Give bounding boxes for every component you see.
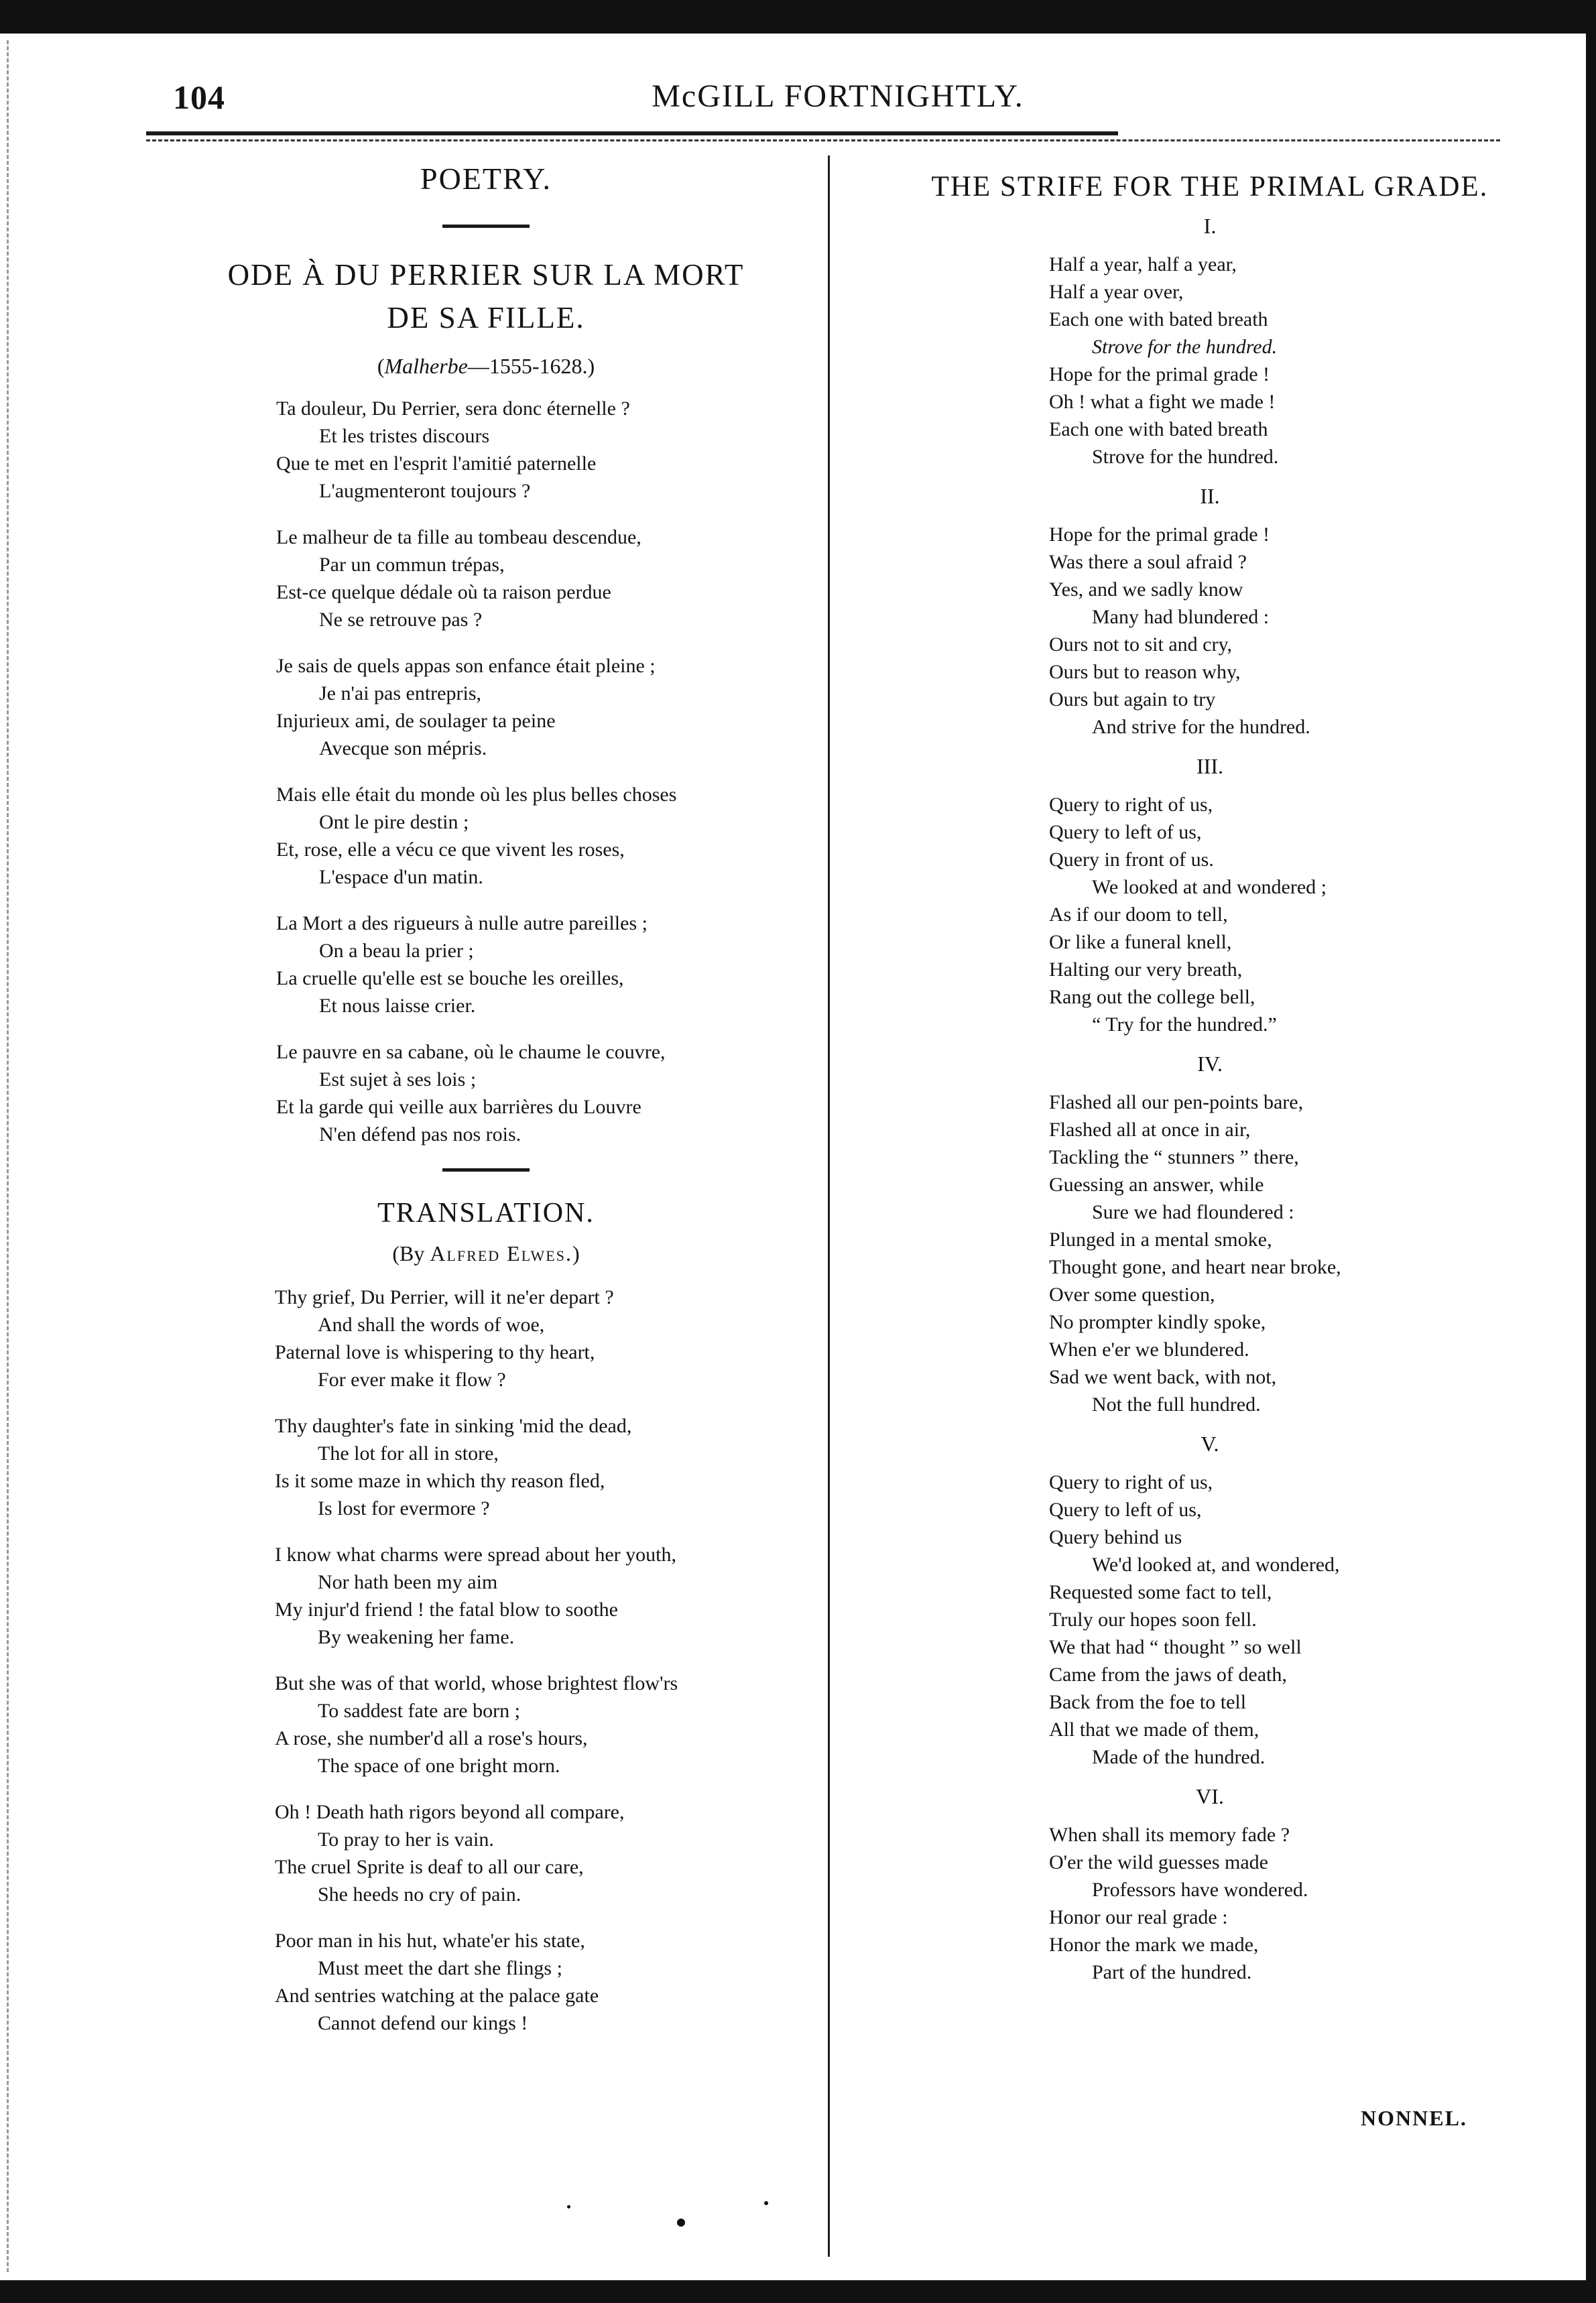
left-column	[168, 155, 804, 2037]
verse-line: Professors have wondered.	[1092, 1879, 1308, 1901]
verse-line: Tackling the “ stunners ” there,	[1049, 1146, 1299, 1168]
verse-line: Yes, and we sadly know	[1049, 578, 1243, 601]
column-divider	[828, 155, 830, 2257]
verse-line: To pray to her is vain.	[318, 1828, 494, 1851]
page-number: 104	[173, 78, 225, 116]
verse-line: Thy grief, Du Perrier, will it ne'er depart ?	[275, 1286, 614, 1308]
verse-line: Over some question,	[1049, 1284, 1215, 1306]
verse-line: A rose, she number'd all a rose's hours,	[275, 1727, 588, 1749]
verse-line: Je sais de quels appas son enfance était pleine ;	[276, 655, 656, 677]
verse-line: Mais elle était du monde où les plus belles choses	[276, 784, 677, 806]
stanza	[276, 523, 804, 633]
verse-line: On a beau la prier ;	[319, 940, 474, 962]
verse-line: The cruel Sprite is deaf to all our care,	[275, 1856, 584, 1878]
verse-line: Cannot defend our kings !	[318, 2012, 528, 2034]
translator-end: )	[572, 1241, 580, 1265]
translator-name: Alfred Elwes.	[430, 1241, 572, 1265]
stanza	[276, 652, 804, 762]
stanza	[275, 1541, 804, 1651]
verse-line: Query to right of us,	[1049, 794, 1213, 816]
verse-line: Et les tristes discours	[319, 425, 490, 447]
verse-line: My injur'd friend ! the fatal blow to soothe	[275, 1599, 618, 1621]
verse-line: Ta douleur, Du Perrier, sera donc éternelle ?	[276, 397, 630, 420]
verse-line: Came from the jaws of death,	[1049, 1664, 1287, 1686]
section-title: POETRY.	[420, 162, 552, 196]
verse-line: Query to left of us,	[1049, 1499, 1202, 1521]
translator-line	[168, 1241, 804, 1266]
verse-line: Half a year, half a year,	[1049, 253, 1237, 275]
translation-rule	[442, 1168, 530, 1172]
verse-line: Each one with bated breath	[1049, 308, 1268, 330]
translator-by: (By	[392, 1241, 430, 1265]
verse-line: Flashed all at once in air,	[1049, 1119, 1251, 1141]
translation-body	[168, 1284, 804, 2037]
verse-line: Thought gone, and heart near broke,	[1049, 1256, 1341, 1278]
verse-line: Query in front of us.	[1049, 849, 1214, 871]
verse-line: Le pauvre en sa cabane, où le chaume le couvre,	[276, 1041, 666, 1063]
stanza	[276, 910, 804, 1019]
ink-speck	[764, 2201, 768, 2205]
verse-line: La Mort a des rigueurs à nulle autre pareilles ;	[276, 912, 648, 934]
verse-line: All that we made of them,	[1049, 1719, 1260, 1741]
section-rule	[442, 225, 530, 228]
verse-line: By weakening her fame.	[318, 1626, 515, 1648]
verse-line: Requested some fact to tell,	[1049, 1581, 1272, 1603]
verse-line: As if our doom to tell,	[1049, 904, 1228, 926]
verse-line: Made of the hundred.	[1092, 1746, 1266, 1768]
ode-title-line-1: ODE À DU PERRIER SUR LA MORT	[227, 258, 745, 292]
verse-line: L'espace d'un matin.	[319, 866, 483, 888]
verse-line: Je n'ai pas entrepris,	[319, 682, 481, 704]
verse-line: No prompter kindly spoke,	[1049, 1311, 1266, 1333]
verse-line: And sentries watching at the palace gate	[275, 1985, 599, 2007]
verse-line: For ever make it flow ?	[318, 1369, 506, 1391]
verse-line: Strove for the hundred.	[1092, 336, 1278, 358]
verse-line: Or like a funeral knell,	[1049, 931, 1232, 953]
verse-line: Ours but to reason why,	[1049, 661, 1241, 683]
stanza	[276, 395, 804, 505]
verse-line: Rang out the college bell,	[1049, 986, 1255, 1008]
part-numeral: III.	[1196, 754, 1223, 778]
verse-line: Ours not to sit and cry,	[1049, 633, 1233, 656]
verse-line: Honor the mark we made,	[1049, 1934, 1259, 1956]
verse-line: Was there a soul afraid ?	[1049, 551, 1247, 573]
verse-line: Le malheur de ta fille au tombeau descendue,	[276, 526, 641, 548]
verse-line: “ Try for the hundred.”	[1092, 1013, 1277, 1036]
verse-line: Avecque son mépris.	[319, 737, 487, 759]
scan-bottom-border	[0, 2280, 1596, 2303]
ink-speck	[677, 2219, 685, 2227]
ode-body	[168, 395, 804, 1148]
verse-line: Many had blundered :	[1092, 606, 1270, 628]
stanza	[275, 1284, 804, 1393]
verse-line: L'augmenteront toujours ?	[319, 480, 531, 502]
verse-line: Que te met en l'esprit l'amitié paternelle	[276, 452, 597, 475]
part-numeral: V.	[1201, 1432, 1219, 1456]
verse-line: We looked at and wondered ;	[1092, 876, 1327, 898]
verse-line: She heeds no cry of pain.	[318, 1883, 521, 1906]
translation-title: TRANSLATION.	[377, 1198, 595, 1229]
ode-title-line-2: DE SA FILLE.	[387, 301, 585, 334]
poem-title: THE STRIFE FOR THE PRIMAL GRADE.	[931, 171, 1489, 202]
verse-line: Is lost for evermore ?	[318, 1497, 490, 1519]
part-numeral: IV.	[1197, 1052, 1223, 1076]
stanza	[276, 781, 804, 891]
verse-line: The lot for all in store,	[318, 1442, 499, 1465]
verse-line: Part of the hundred.	[1092, 1961, 1252, 1983]
scan-right-border	[1586, 34, 1596, 2280]
verse-line: We that had “ thought ” so well	[1049, 1636, 1302, 1658]
verse-line: Is it some maze in which thy reason fled,	[275, 1470, 605, 1492]
verse-line: Et nous laisse crier.	[319, 995, 476, 1017]
verse-line: And shall the words of woe,	[318, 1314, 545, 1336]
stanza	[276, 1038, 804, 1148]
verse-line: Back from the foe to tell	[1049, 1691, 1247, 1713]
verse-line: And strive for the hundred.	[1092, 716, 1310, 738]
verse-line: Injurieux ami, de soulager ta peine	[276, 710, 556, 732]
scan-top-border	[0, 0, 1596, 34]
verse-line: Not the full hundred.	[1092, 1393, 1261, 1416]
running-head: McGILL FORTNIGHTLY.	[652, 78, 1024, 114]
verse-line: Hope for the primal grade !	[1049, 363, 1270, 385]
ode-author: Malherbe	[384, 354, 468, 378]
verse-line: When e'er we blundered.	[1049, 1339, 1249, 1361]
verse-line: The space of one bright morn.	[318, 1755, 560, 1777]
verse-line: To saddest fate are born ;	[318, 1700, 520, 1722]
right-column	[855, 155, 1565, 1986]
verse-line: O'er the wild guesses made	[1049, 1851, 1268, 1873]
verse-line: Flashed all our pen-points bare,	[1049, 1091, 1304, 1113]
scan-left-edge	[7, 40, 11, 2272]
ode-dates: —1555-1628.	[467, 354, 588, 378]
stanza	[275, 1412, 804, 1522]
verse-line: Est sujet à ses lois ;	[319, 1068, 477, 1091]
stanza	[275, 1670, 804, 1780]
verse-line: Query to right of us,	[1049, 1471, 1213, 1493]
part-numeral: VI.	[1196, 1784, 1224, 1808]
verse-line: Nor hath been my aim	[318, 1571, 498, 1593]
verse-line: Oh ! what a fight we made !	[1049, 391, 1276, 413]
verse-line: I know what charms were spread about her youth,	[275, 1544, 676, 1566]
verse-line: We'd looked at, and wondered,	[1092, 1554, 1340, 1576]
verse-line: Hope for the primal grade !	[1049, 523, 1270, 546]
part-numeral: I.	[1203, 214, 1217, 238]
verse-line: Par un commun trépas,	[319, 554, 505, 576]
verse-line: Sad we went back, with not,	[1049, 1366, 1277, 1388]
verse-line: Half a year over,	[1049, 281, 1184, 303]
verse-line: Plunged in a mental smoke,	[1049, 1229, 1272, 1251]
stanza	[275, 1798, 804, 1908]
verse-line: Truly our hopes soon fell.	[1049, 1609, 1257, 1631]
verse-line: But she was of that world, whose brightest flow'rs	[275, 1672, 678, 1694]
verse-line: Ont le pire destin ;	[319, 811, 469, 833]
verse-line: Honor our real grade :	[1049, 1906, 1228, 1928]
verse-line: Ne se retrouve pas ?	[319, 609, 483, 631]
verse-line: Et, rose, elle a vécu ce que vivent les roses,	[276, 838, 625, 861]
ode-title	[168, 253, 804, 339]
part-numeral: II.	[1200, 484, 1220, 508]
poem-body	[855, 214, 1565, 1986]
verse-line: La cruelle qu'elle est se bouche les oreilles,	[276, 967, 624, 989]
verse-line: Oh ! Death hath rigors beyond all compare,	[275, 1801, 625, 1823]
verse-line: Query to left of us,	[1049, 821, 1202, 843]
header-rule	[146, 131, 1118, 135]
verse-line: Each one with bated breath	[1049, 418, 1268, 440]
verse-line: Ours but again to try	[1049, 688, 1216, 710]
verse-line: Poor man in his hut, whate'er his state,	[275, 1930, 585, 1952]
ink-speck	[567, 2205, 570, 2208]
ode-attribution: (Malherbe—1555-1628.)	[377, 354, 595, 378]
verse-line: Est-ce quelque dédale où ta raison perdue	[276, 581, 611, 603]
verse-line: Et la garde qui veille aux barrières du Louvre	[276, 1096, 641, 1118]
verse-line: Query behind us	[1049, 1526, 1182, 1548]
signature: NONNEL.	[1361, 2106, 1467, 2130]
verse-line: Strove for the hundred.	[1092, 446, 1279, 468]
header-rule-dashed	[146, 139, 1500, 141]
verse-line: Thy daughter's fate in sinking 'mid the dead,	[275, 1415, 632, 1437]
verse-line: When shall its memory fade ?	[1049, 1824, 1290, 1846]
verse-line: Paternal love is whispering to thy heart,	[275, 1341, 595, 1363]
stanza	[275, 1927, 804, 2037]
verse-line: Halting our very breath,	[1049, 958, 1243, 981]
verse-line: Must meet the dart she flings ;	[318, 1957, 562, 1979]
verse-line: N'en défend pas nos rois.	[319, 1123, 521, 1145]
verse-line: Guessing an answer, while	[1049, 1174, 1264, 1196]
verse-line: Sure we had floundered :	[1092, 1201, 1294, 1223]
